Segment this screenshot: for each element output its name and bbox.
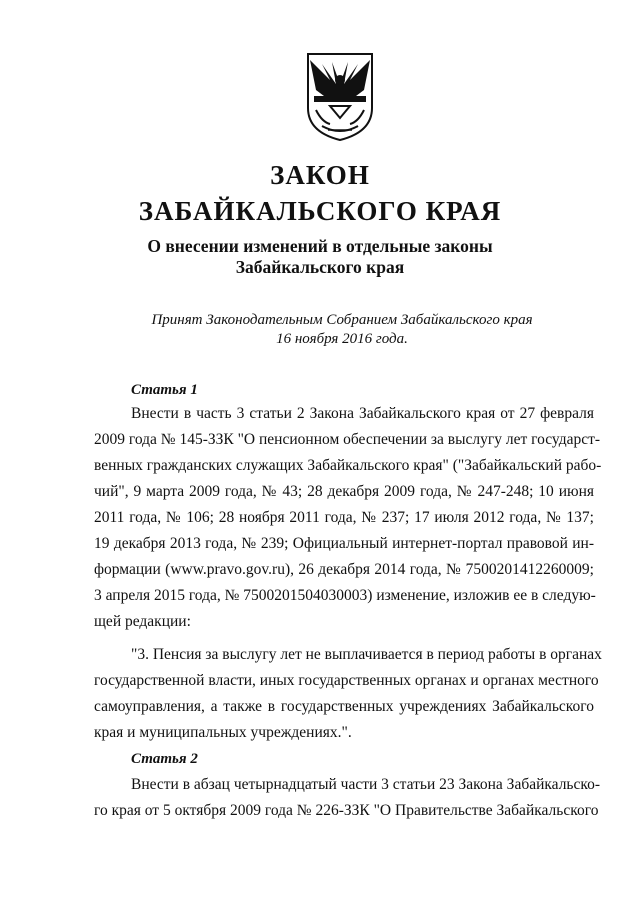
law-subtitle-line1: О внесении изменений в отдельные законы — [147, 236, 493, 256]
article1-text-line: 2009 года № 145-ЗЗК "О пенсионном обеспечении за выслугу лет государст- — [94, 431, 601, 448]
article1-text-line: 19 декабря 2013 года, № 239; Официальный интернет-портал правовой ин- — [94, 535, 594, 552]
law-title-line2: ЗАБАЙКАЛЬСКОГО КРАЯ — [138, 196, 502, 226]
article2-text-line: Внести в абзац четырнадцатый части 3 статьи 23 Закона Забайкальско- — [131, 776, 601, 793]
article1-quote-line: "3. Пенсия за выслугу лет не выплачивается в период работы в органах — [131, 646, 602, 663]
article1-quote-line: государственной власти, иных государственных органах и органах местного — [94, 672, 599, 689]
article2-heading: Статья 2 — [131, 751, 198, 767]
article1-quote-line: края и муниципальных учреждениях.". — [94, 724, 352, 741]
law-title-line1: ЗАКОН — [270, 160, 370, 190]
adoption-note-line2: 16 ноября 2016 года. — [276, 331, 408, 347]
article1-heading: Статья 1 — [131, 382, 198, 398]
article1-text-line: чий", 9 марта 2009 года, № 43; 28 декабря 2009 года, № 247-248; 10 июня — [94, 483, 594, 500]
article1-text-line: 2011 года, № 106; 28 ноября 2011 года, № 237; 17 июля 2012 года, № 137; — [94, 509, 594, 526]
coat-of-arms-icon — [300, 50, 380, 142]
article1-text-line: венных гражданских служащих Забайкальского края" ("Забайкальский рабо- — [94, 457, 602, 474]
article1-text-line: Внести в часть 3 статьи 2 Закона Забайкальского края от 27 февраля — [131, 405, 594, 422]
article2-text-line: го края от 5 октября 2009 года № 226-ЗЗК "О Правительстве Забайкальского — [94, 802, 599, 819]
law-subtitle-line2: Забайкальского края — [235, 257, 405, 277]
article1-text-line: формации (www.pravo.gov.ru), 26 декабря 2014 года, № 7500201412260009; — [94, 561, 594, 578]
article1-text-line: щей редакции: — [94, 613, 191, 630]
adoption-note-line1: Принят Законодательным Собранием Забайкальского края — [151, 312, 533, 328]
article1-text-line: 3 апреля 2015 года, № 7500201504030003) изменение, изложив ее в следую- — [94, 587, 596, 604]
article1-quote-line: самоуправления, а также в государственных учреждениях Забайкальского — [94, 698, 594, 715]
